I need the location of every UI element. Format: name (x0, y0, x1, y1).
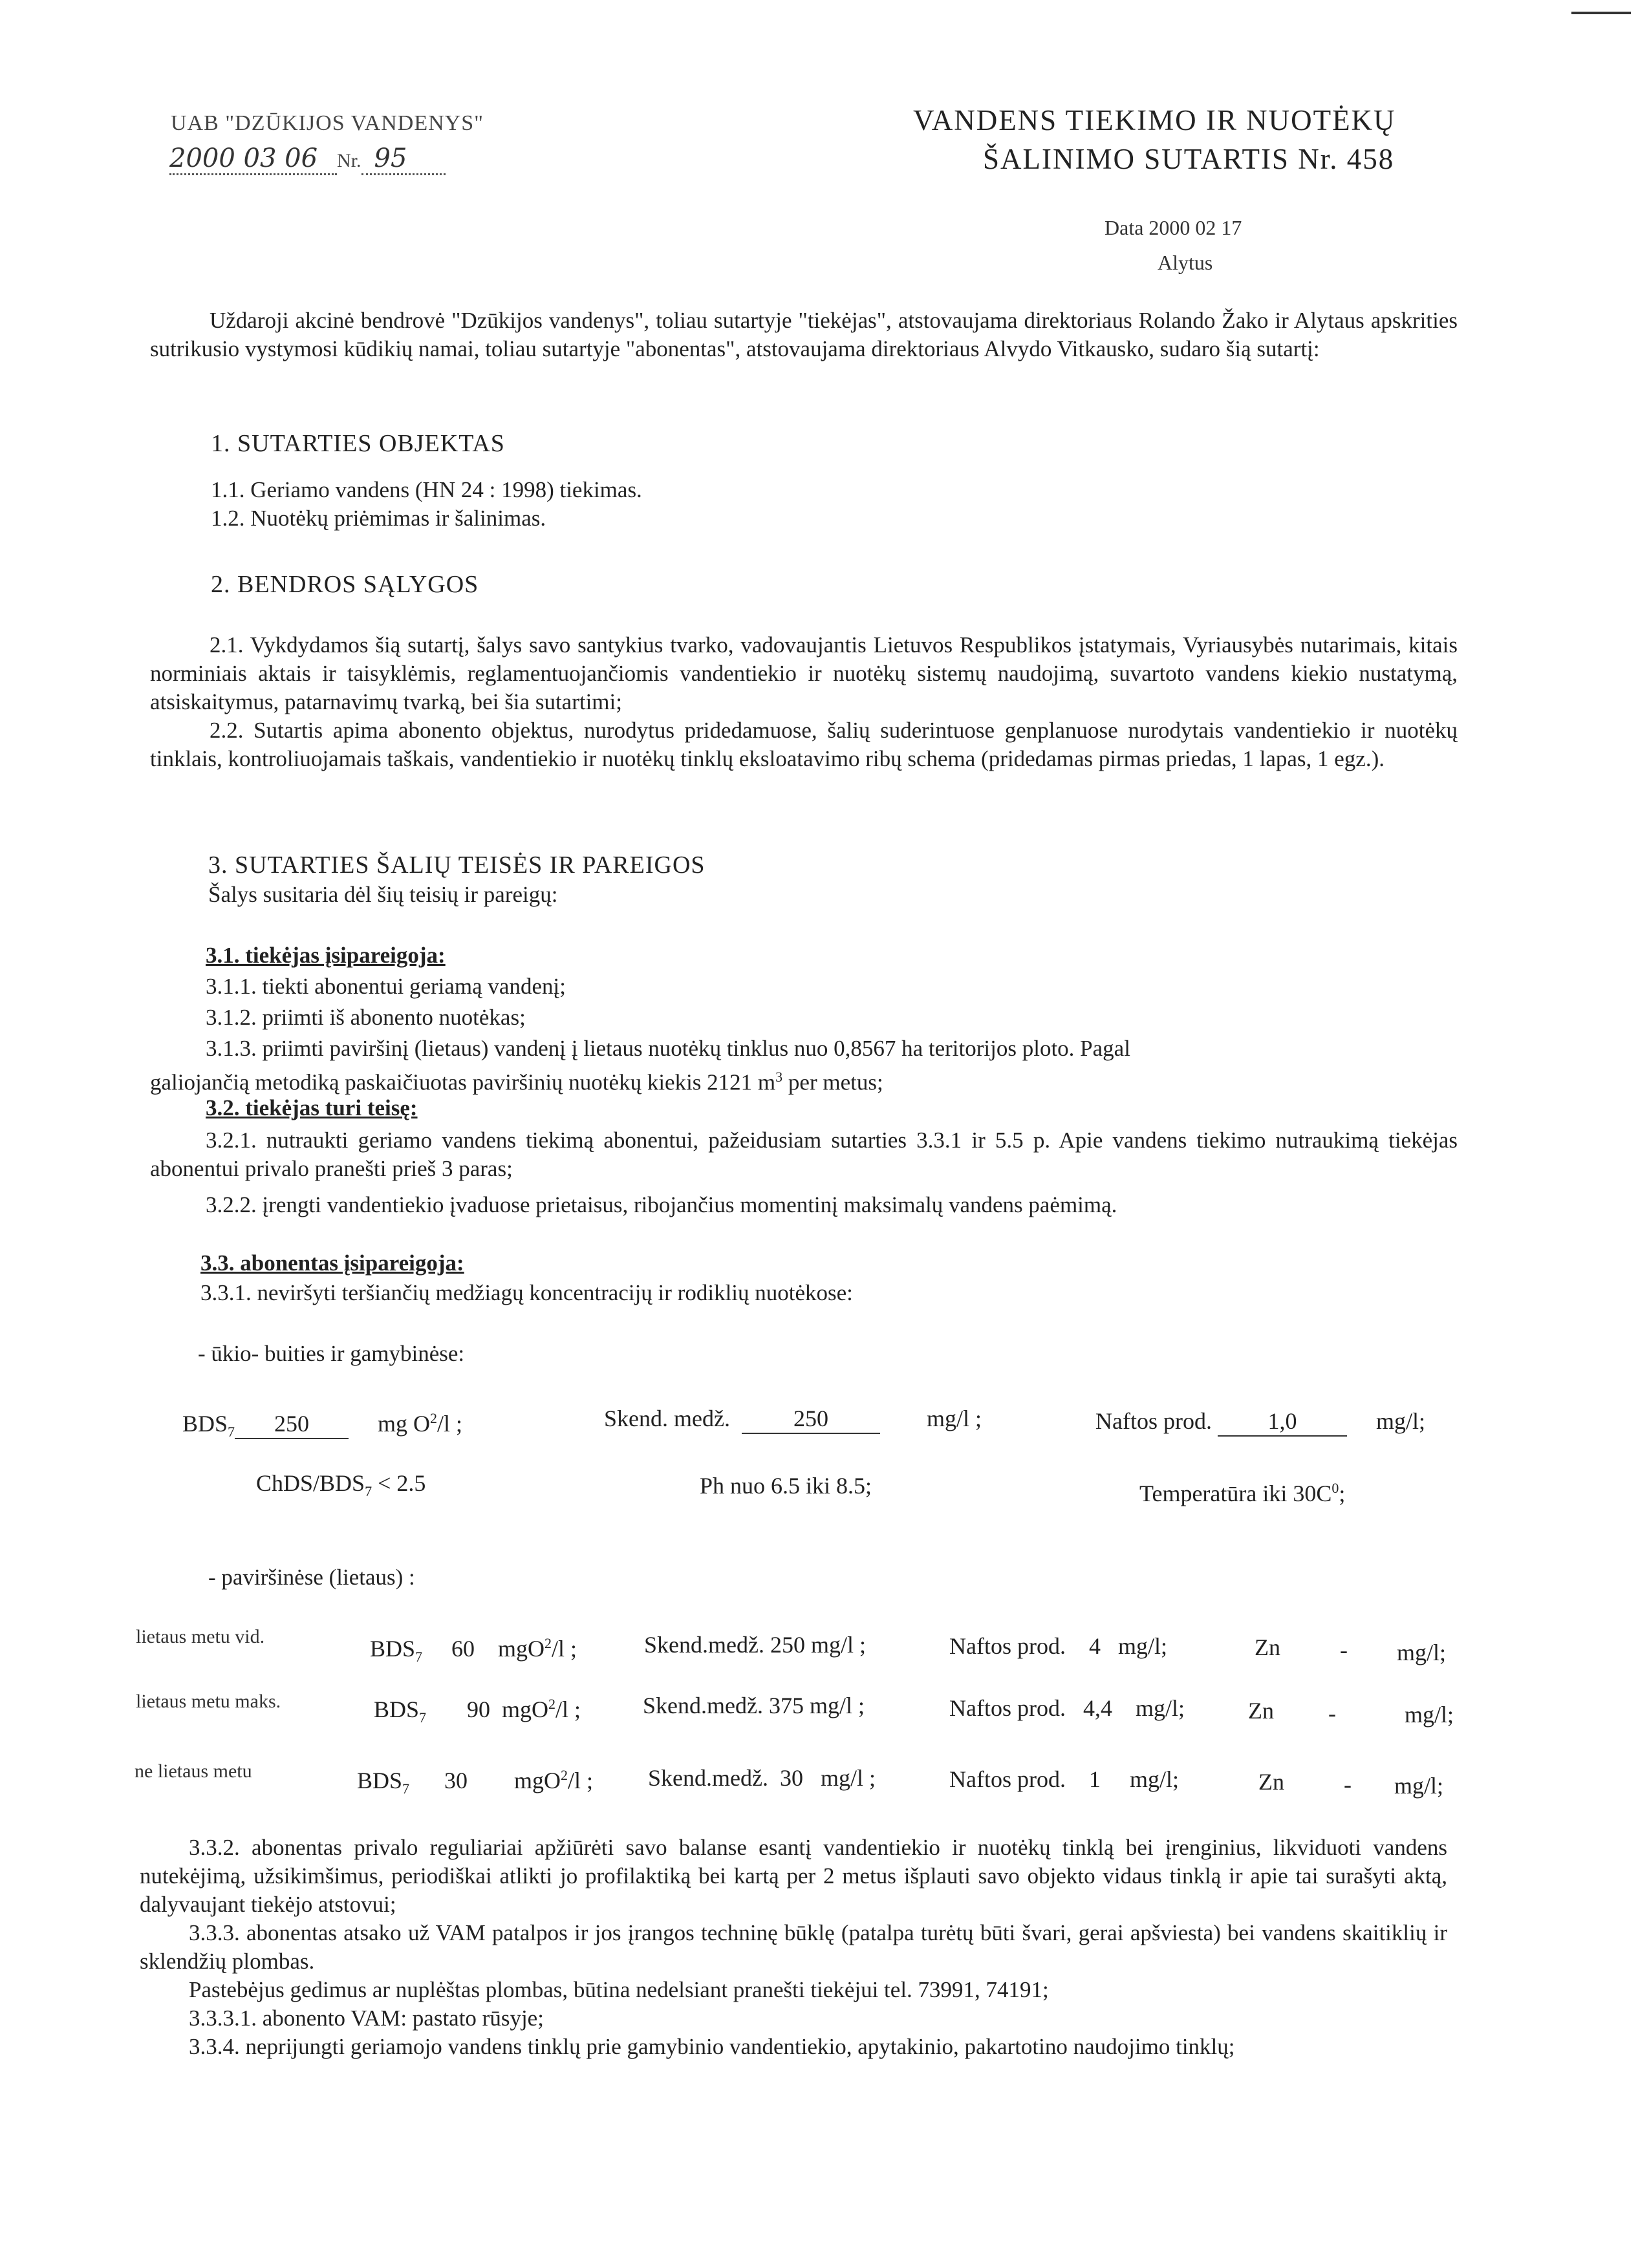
rain-bds-unit-sup: 2 (544, 1635, 552, 1651)
skend-value: 250 (742, 1404, 880, 1434)
rain-naftos-label: Naftos prod. (949, 1766, 1066, 1792)
subsection-3-2-heading: 3.2. tiekėjas turi teisę: (206, 1095, 418, 1120)
rain-bds-label: BDS (357, 1768, 403, 1793)
contract-title-line2: ŠALINIMO SUTARTIS Nr. 458 (983, 143, 1395, 175)
rain-row-bds (374, 1690, 581, 1732)
naftos-value: 1,0 (1218, 1407, 1347, 1437)
bds-subscript: 7 (228, 1424, 235, 1440)
rain-bds-sub: 7 (419, 1709, 427, 1726)
rain-row-bds (357, 1761, 593, 1803)
bds-limit (182, 1404, 462, 1446)
item-3-1-3-end: per metus; (782, 1069, 883, 1095)
item-3-1-2: 3.1.2. priimti iš abonento nuotėkas; (206, 1005, 526, 1030)
rain-bds-value: 30 (444, 1768, 468, 1793)
rain-bds-value: 90 (467, 1696, 491, 1722)
rain-bds-value: 60 (451, 1636, 475, 1662)
rain-row-dash: - (1340, 1637, 1348, 1663)
rain-bds-unit-end: /l ; (552, 1636, 577, 1662)
temperature-end: ; (1339, 1481, 1346, 1506)
naftos-label: Naftos prod. (1095, 1408, 1212, 1434)
scan-edge-mark (1571, 12, 1631, 14)
item-3-1-3-text: galiojančią metodiką paskaičiuotas paviršinių nuotėkų kiekis 2121 m (150, 1069, 776, 1095)
item-3-1-3-sup: 3 (775, 1069, 783, 1085)
rain-naftos-unit: mg/l; (1135, 1695, 1185, 1721)
notice-line: Pastebėjus gedimus ar nuplėštas plombas, būtina nedelsiant pranešti tiekėjui tel. 73991, 74191; (189, 1977, 1049, 2002)
rain-row-skend: Skend.medž. 375 mg/l ; (643, 1693, 865, 1718)
rain-bds-label: BDS (370, 1636, 416, 1662)
chds-value: < 2.5 (372, 1470, 426, 1496)
bds-label: BDS (182, 1411, 228, 1437)
item-3-1-3 (150, 1034, 1458, 1097)
skend-limit (604, 1404, 982, 1434)
contract-city: Alytus (1158, 251, 1213, 274)
item-3-3-3-1: 3.3.3.1. abonento VAM: pastato rūsyje; (189, 2006, 544, 2031)
contract-date: Data 2000 02 17 (1105, 216, 1242, 239)
rain-row-mgl: mg/l; (1405, 1702, 1454, 1728)
item-3-3-3: 3.3.3. abonentas atsako už VAM patalpos ir jos įrangos techninę būklę (patalpa turėtų būti švari, gerai apšviesta) bei vandens skaitiklių ir sklendžių plombas. (140, 1920, 1447, 1974)
rain-bds-sub: 7 (402, 1781, 410, 1797)
rain-row-bds (370, 1629, 577, 1671)
company-name: UAB "DZŪKIJOS VANDENYS" (171, 111, 484, 135)
rain-naftos-unit: mg/l; (1117, 1633, 1167, 1659)
section2-paragraph1: 2.1. Vykdydamos šią sutartį, šalys savo santykius tvarko, vadovaujantis Lietuvos Respublikos įstatymais, Vyriausybės nutarimais, kitais norminiais aktais ir taisyklėmis, reglamentuojančiomis vandentiekio ir nuotėkų sistemų naudojimą, suvartoto vandens kiekio nustatymą, atsiskaitymus, patarnavimų tvarką, bei šia sutartimi; (150, 632, 1458, 714)
item-3-3-4: 3.3.4. neprijungti geriamojo vandens tinklų prie gamybinio vandentiekio, apytakinio, pakartotino naudojimo tinklų; (189, 2034, 1235, 2059)
skend-unit: mg/l ; (926, 1406, 982, 1431)
rain-row-zn: Zn (1255, 1634, 1280, 1660)
skend-label: Skend. medž. (604, 1406, 730, 1431)
section1-heading: 1. SUTARTIES OBJEKTAS (211, 430, 505, 457)
bds-unit-sup: 2 (430, 1410, 438, 1426)
chds-label: ChDS/BDS (256, 1470, 365, 1496)
naftos-limit (1095, 1407, 1425, 1437)
temperature-limit (1139, 1474, 1345, 1508)
rain-row-label: lietaus metu vid. (136, 1626, 265, 1647)
rain-naftos-value: 4 (1088, 1633, 1101, 1659)
rain-row-zn: Zn (1258, 1769, 1284, 1795)
bds-value: 250 (235, 1409, 349, 1439)
section3-intro: Šalys susitaria dėl šių teisių ir pareigų: (208, 882, 558, 907)
contract-title-line1: VANDENS TIEKIMO IR NUOTĖKŲ (913, 104, 1396, 136)
rain-row-label: ne lietaus metu (135, 1760, 252, 1782)
bds-unit: mg O (378, 1411, 431, 1437)
rain-row-mgl: mg/l; (1394, 1773, 1444, 1799)
section1-item2: 1.2. Nuotėkų priėmimas ir šalinimas. (211, 506, 546, 531)
section1-item1: 1.1. Geriamo vandens (HN 24 : 1998) tiekimas. (211, 477, 642, 502)
registration-line (169, 144, 446, 175)
item-3-2-2: 3.2.2. įrengti vandentiekio įvaduose prietaisus, ribojančius momentinį maksimalų vandens paėmimą. (206, 1192, 1117, 1217)
rain-row-dash: - (1328, 1700, 1336, 1726)
rain-row-mgl: mg/l; (1397, 1640, 1447, 1665)
chds-ratio (256, 1469, 426, 1506)
rain-row-dash: - (1344, 1771, 1352, 1797)
rain-row-naftos (949, 1632, 1167, 1660)
rain-bds-unit: mgO (498, 1636, 545, 1662)
temperature-degree: 0 (1331, 1480, 1339, 1496)
section2-heading: 2. BENDROS SĄLYGOS (211, 571, 479, 598)
item-3-1-1: 3.1.1. tiekti abonentui geriamą vandenį; (206, 974, 566, 999)
temperature-label: Temperatūra iki 30C (1139, 1481, 1332, 1506)
rain-bds-unit-end: /l ; (555, 1696, 581, 1722)
rain-row-skend: Skend.medž. 250 mg/l ; (644, 1632, 866, 1658)
rain-row-naftos (949, 1694, 1185, 1722)
rain-naftos-label: Naftos prod. (949, 1695, 1066, 1721)
registration-no-label: Nr. (337, 150, 361, 171)
naftos-unit: mg/l; (1375, 1408, 1425, 1434)
rain-row-naftos (949, 1765, 1179, 1793)
subsection-3-3-heading: 3.3. abonentas įsipareigoja: (200, 1250, 464, 1276)
rain-row-skend: Skend.medž. 30 mg/l ; (648, 1765, 876, 1791)
item-3-3-1: 3.3.1. neviršyti teršiančių medžiagų koncentracijų ir rodiklių nuotėkose: (200, 1280, 853, 1305)
rain-naftos-label: Naftos prod. (949, 1633, 1066, 1659)
ph-range: Ph nuo 6.5 iki 8.5; (700, 1473, 872, 1499)
rain-bds-sub: 7 (415, 1649, 423, 1665)
surface-heading: - paviršinėse (lietaus) : (208, 1565, 415, 1590)
rain-bds-unit: mgO (502, 1696, 549, 1722)
rain-naftos-value: 1 (1088, 1766, 1101, 1792)
item-3-1-3-line2 (150, 1063, 1458, 1097)
rain-bds-unit-sup: 2 (548, 1696, 556, 1712)
registration-number: 95 (361, 144, 446, 175)
rain-bds-unit-sup: 2 (561, 1767, 568, 1783)
registration-date: 2000 03 06 (169, 144, 337, 175)
intro-paragraph: Uždaroji akcinė bendrovė "Dzūkijos vandenys", toliau sutartyje "tiekėjas", atstovaujama direktoriaus Rolando Žako ir Alytaus apskrities sutrikusio vystymosi kūdikių namai, toliau sutartyje "abonentas", atstovaujama direktoriaus Alvydo Vitkausko, sudaro šią sutartį: (150, 308, 1458, 361)
rain-naftos-unit: mg/l; (1129, 1766, 1179, 1792)
rain-row-label: lietaus metu maks. (136, 1691, 281, 1712)
item-3-2-1: 3.2.1. nutraukti geriamo vandens tiekimą abonentui, pažeidusiam sutarties 3.3.1 ir 5.5 p. Apie vandens tiekimo nutraukimą tiekėjas abonentui privalo pranešti prieš 3 paras; (150, 1128, 1458, 1181)
rain-bds-unit: mgO (514, 1768, 561, 1793)
rain-bds-unit-end: /l ; (568, 1768, 594, 1793)
rain-bds-label: BDS (374, 1696, 420, 1722)
item-3-3-2: 3.3.2. abonentas privalo reguliariai apžiūrėti savo balanse esantį vandentiekio ir nuotėkų tinklą bei įrenginius, likviduoti vandens nutekėjimą, užsikimšimus, periodiškai atlikti jo profilaktiką bei kartą per 2 metus išplauti savo objekto vidaus tinklą ir apie tai surašyti aktą, dalyvaujant tiekėjo atstovui; (140, 1835, 1447, 1917)
rain-naftos-value: 4,4 (1083, 1695, 1112, 1721)
subsection-3-1-heading: 3.1. tiekėjas įsipareigoja: (206, 943, 446, 968)
bds-unit-end: /l ; (437, 1411, 463, 1437)
item-3-1-3-line1: 3.1.3. priimti paviršinį (lietaus) vandenį į lietaus nuotėkų tinklus nuo 0,8567 ha teritorijos ploto. Pagal (206, 1036, 1130, 1061)
rain-row-zn: Zn (1248, 1698, 1274, 1724)
section2-paragraph2: 2.2. Sutartis apima abonento objektus, nurodytus pridedamuose, šalių suderintuose genplanuose nurodytais vandentiekio ir nuotėkų tinklais, kontroliuojamais taškais, vandentiekio ir nuotėkų tinklų eksloatavimo ribų schema (pridedamas pirmas priedas, 1 lapas, 1 egz.). (150, 718, 1458, 771)
chds-subscript: 7 (365, 1483, 372, 1500)
section3-heading: 3. SUTARTIES ŠALIŲ TEISĖS IR PAREIGOS (208, 851, 706, 879)
household-heading: - ūkio- buities ir gamybinėse: (198, 1341, 465, 1366)
